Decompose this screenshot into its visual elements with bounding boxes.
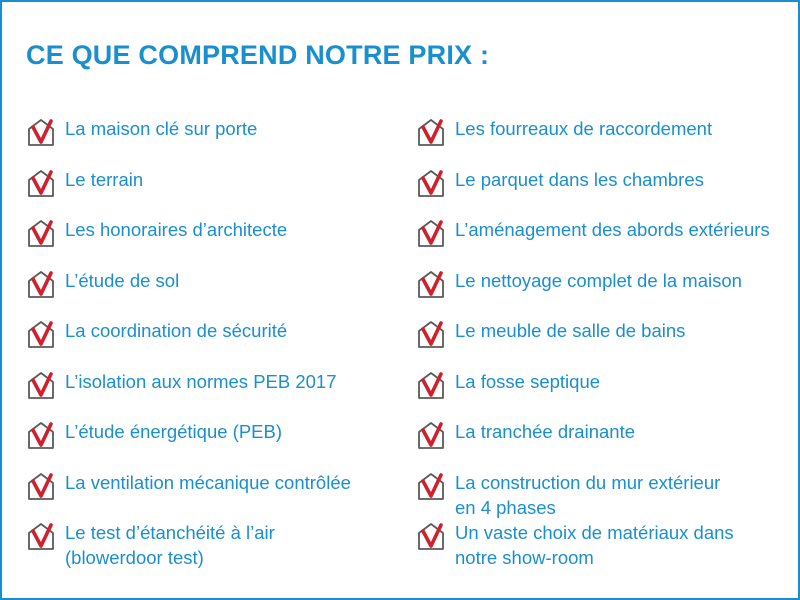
list-item-label: L’isolation aux normes PEB 2017 <box>65 370 337 392</box>
house-check-icon <box>416 117 446 147</box>
house-check-icon <box>26 471 56 501</box>
list-item-label: L’étude énergétique (PEB) <box>65 421 283 442</box>
list-item-label: La coordination de sécurité <box>65 320 288 341</box>
list-item-label: L’aménagement des abords extérieurs <box>455 219 770 240</box>
list-item <box>416 318 685 349</box>
list-item <box>416 520 734 570</box>
house-check-icon <box>416 168 446 198</box>
list-item-label: Le parquet dans les chambres <box>455 168 704 190</box>
house-check-icon <box>26 168 56 198</box>
list-item <box>26 419 282 450</box>
list-item-label: Le terrain <box>65 168 144 190</box>
list-item-label: Les honoraires d’architecte <box>65 219 288 240</box>
house-check-icon <box>26 420 56 450</box>
list-item-label: Le test d’étanchéité à l’air (blowerdoor test) <box>65 522 275 568</box>
house-check-icon <box>416 471 446 501</box>
list-item <box>416 116 712 147</box>
house-check-icon <box>26 218 56 248</box>
list-item <box>416 369 600 400</box>
list-item <box>26 217 287 248</box>
list-item <box>26 268 179 299</box>
list-item <box>26 167 143 198</box>
house-check-icon <box>416 370 446 400</box>
house-check-icon <box>26 370 56 400</box>
list-item-label: L’étude de sol <box>65 269 180 291</box>
list-item-label: La ventilation mécanique contrôlée <box>65 471 351 493</box>
house-check-icon <box>416 319 446 349</box>
list-item-label: Les fourreaux de raccordement <box>455 118 713 139</box>
list-item-label: Le nettoyage complet de la maison <box>455 269 742 291</box>
house-check-icon <box>26 117 56 147</box>
list-item <box>26 116 257 147</box>
list-item-label: La fosse septique <box>455 370 601 392</box>
list-item <box>26 318 287 349</box>
list-item <box>26 369 337 400</box>
list-item <box>416 167 704 198</box>
list-item-label: Un vaste choix de matériaux dans notre show-room <box>455 522 734 568</box>
list-item <box>416 470 720 520</box>
list-item-label: La maison clé sur porte <box>65 118 258 139</box>
house-check-icon <box>416 269 446 299</box>
list-item-label: Le meuble de salle de bains <box>455 320 686 341</box>
list-item <box>26 470 351 501</box>
list-item <box>416 419 635 450</box>
house-check-icon <box>416 420 446 450</box>
page-title: CE QUE COMPREND NOTRE PRIX : <box>26 40 490 70</box>
house-check-icon <box>416 218 446 248</box>
house-check-icon <box>26 319 56 349</box>
list-item <box>416 268 742 299</box>
list-item-label: La construction du mur extérieur en 4 phases <box>455 471 721 518</box>
house-check-icon <box>416 521 446 551</box>
house-check-icon <box>26 269 56 299</box>
list-item <box>26 520 275 570</box>
house-check-icon <box>26 521 56 551</box>
list-item <box>416 217 770 248</box>
list-item-label: La tranchée drainante <box>455 421 635 442</box>
